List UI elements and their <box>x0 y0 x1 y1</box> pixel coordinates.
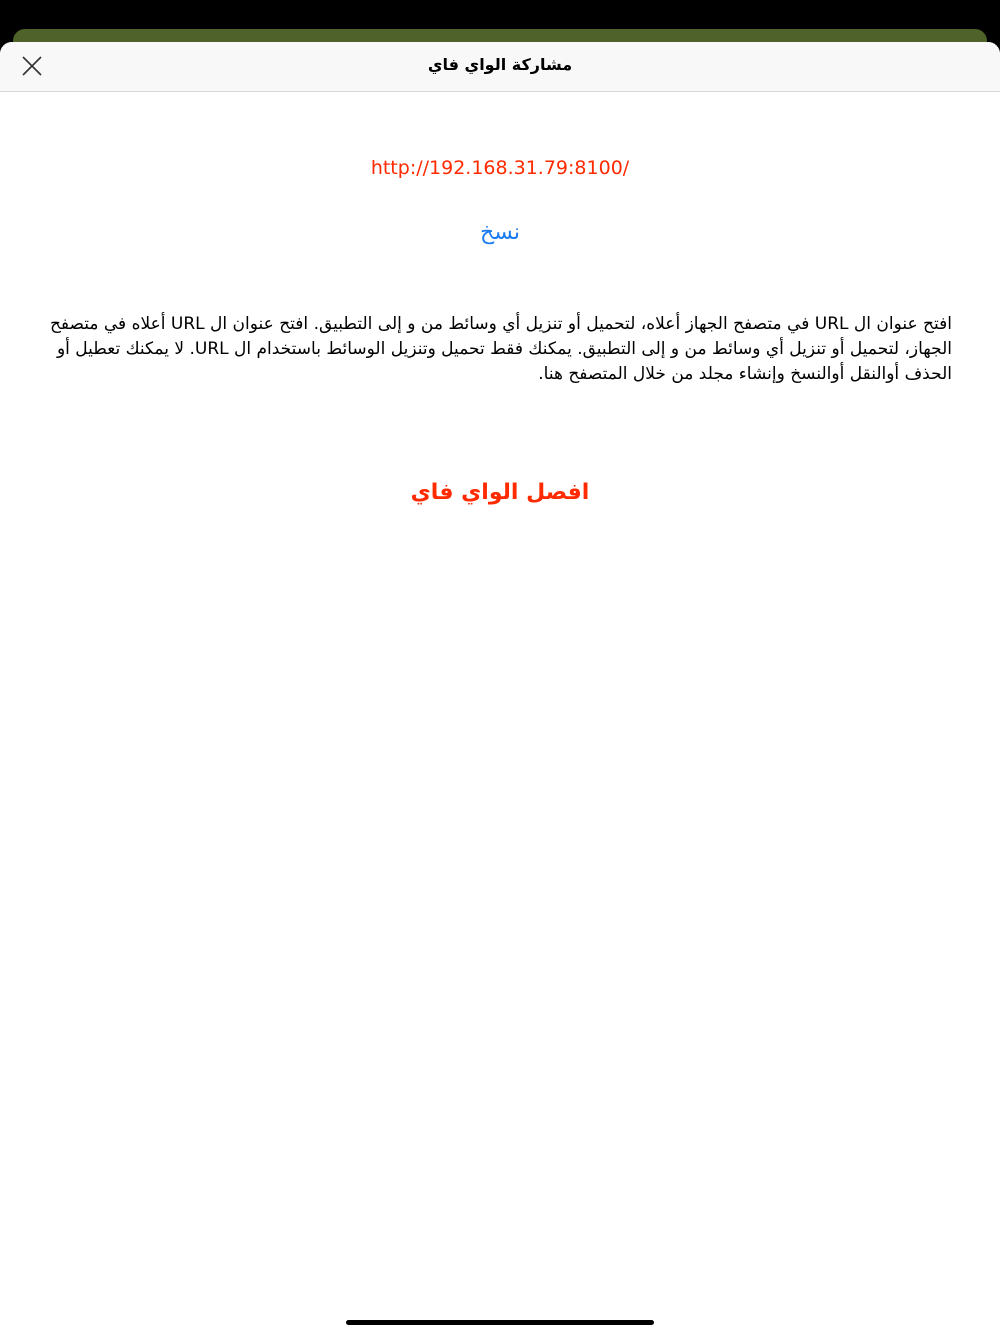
page-title: مشاركة الواي فاي <box>427 55 573 74</box>
instructions-text: افتح عنوان ال URL في متصفح الجهاز أعلاه، لتحميل أو تنزيل أي وسائط من و إلى التطبيق. افتح عنوان ال URL أعلاه في متصفح الجهاز، لتحميل أو تنزيل أي وسائط من و إلى التطبيق. يمكنك فقط تحميل وتنزيل الوسائط باستخدام ال URL. لا يمكنك تعطيل أو الحذف أوالنقل أوالنسخ وإنشاء مجلد من خلال المتصفح هنا. <box>49 314 952 384</box>
nav-bar <box>0 42 1000 92</box>
disconnect-wifi-button[interactable]: افصل الواي فاي <box>410 480 590 505</box>
home-indicator <box>346 1320 654 1325</box>
wifi-share-sheet <box>0 42 1000 1334</box>
server-url: http://192.168.31.79:8100/ <box>370 157 630 179</box>
copy-button[interactable]: نسخ <box>480 220 520 245</box>
